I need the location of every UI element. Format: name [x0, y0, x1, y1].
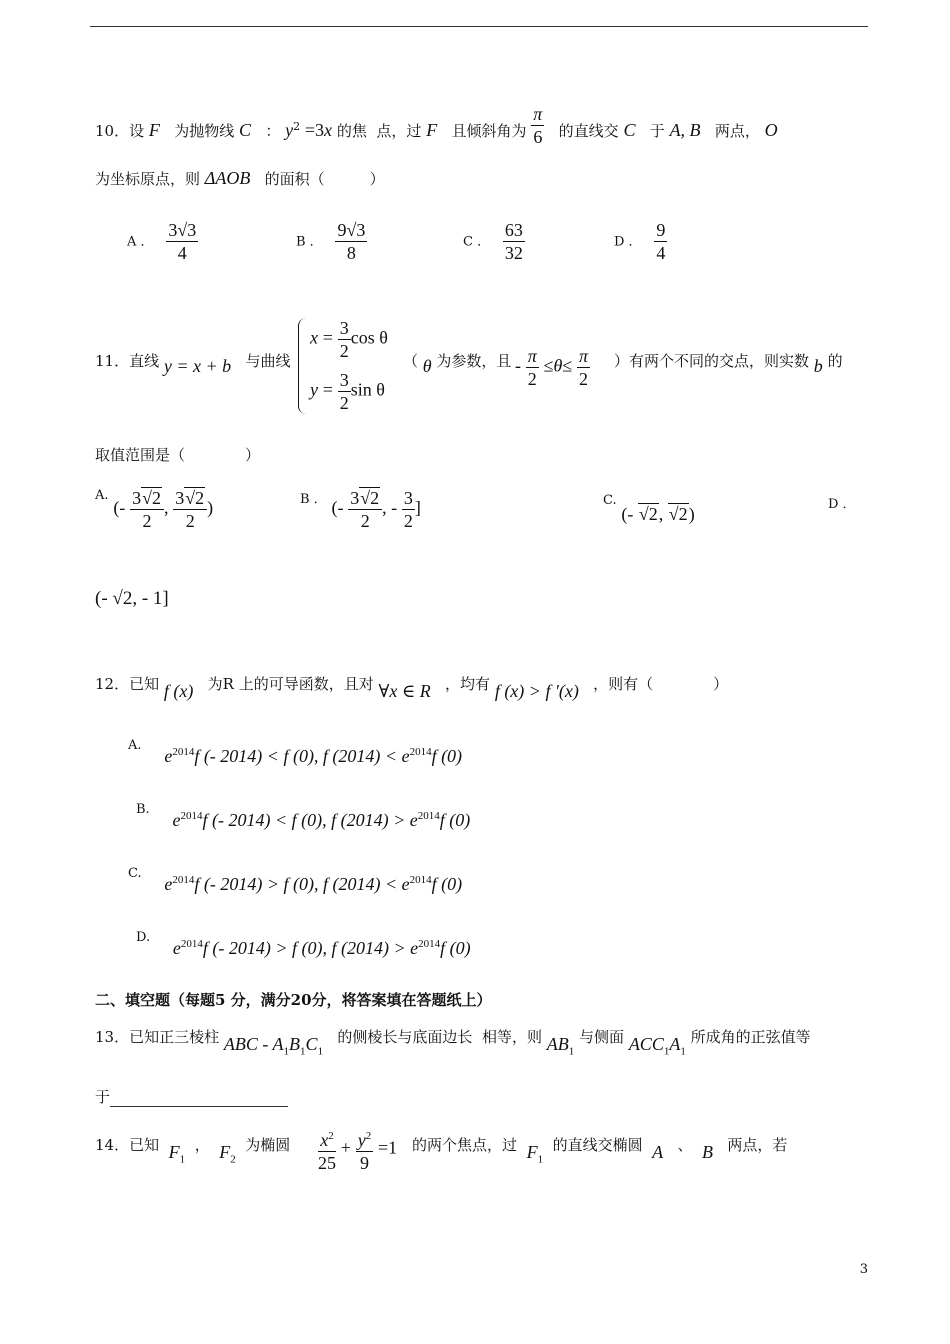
q12-option-c: C. $e^{2014}f$ (- 2014) > f (0), f $(2014) < e^{2014}f$ (0)	[128, 866, 463, 894]
q11-option-a: A. (- $\frac{3√2}{2}$ , $\frac{3√2}{2}$ )	[95, 488, 214, 531]
q10-option-d: D ． $\frac{9}{4}$	[614, 220, 666, 263]
q12-number: 12．已知	[95, 675, 160, 693]
header-rule	[90, 26, 868, 27]
question-11-line-2: 取值范围是（ ）	[95, 446, 261, 464]
question-11-line-1: 11．直线 y = x + b 与曲线	[95, 352, 291, 376]
q11-option-d-label: D ．	[828, 497, 856, 512]
ellipse-equation: $\frac{x^2}{25}$ + $\frac{y^2}{9}$ =1	[318, 1126, 397, 1173]
q12-option-d: D. $e^{2014}f$ (- 2014) > f (0), f $(2014) > e^{2014}f$ (0)	[136, 930, 471, 958]
question-13-line-1: 13．已知正三棱柱 ABC - $A_1B_1C_1$ 的侧棱长与底面边长 相等，则 $AB_1$ 与侧面 $ACC_1A_1$ 所成角的正弦值等	[95, 1028, 811, 1058]
question-10-line-1: 10．设 F 为抛物线 C ： $y^2 =3x$ 的焦 点，过 F 且倾斜角为 $\frac{\pi}{6}$ 的直线交 C 于 A, B 两点， O	[95, 103, 778, 147]
q11-option-b: B ． (- $\frac{3√2}{2}$ , - $\frac{3}{2}$ ]	[300, 488, 421, 531]
q11-option-d: (- √2, - 1]	[95, 588, 169, 609]
page-number: 3	[859, 1262, 868, 1277]
question-12-line-1: 12．已知 f (x) 为R 上的可导函数，且对 ∀x ∈ R ，均有 f (x) > f ′(x) ，则有（ ）	[95, 675, 729, 701]
q13-number: 13．已知正三棱柱	[95, 1028, 220, 1046]
theta-range: - $\frac{\pi}{2}$ ≤θ≤ $\frac{\pi}{2}$	[515, 346, 589, 389]
q10-number: 10．设	[95, 122, 145, 140]
param-eq-x: x = $\frac{3}{2}$ cos θ	[310, 318, 388, 361]
question-14-line-1: 14．已知 $F_1$ ， $F_2$ 为椭圆	[95, 1136, 291, 1166]
question-10-line-2: 为坐标原点，则 ΔAOB 的面积（ ）	[95, 168, 385, 188]
question-11-line-1c: ）有两个不同的交点，则实数 b 的	[614, 352, 843, 376]
question-13-line-2: 于	[95, 1087, 288, 1107]
section-2-heading: 二、填空题（每题5 分，满分20分，将答案填在答题纸上）	[95, 991, 492, 1009]
pi-over-6: $\frac{\pi}{6}$	[533, 103, 543, 147]
q14-number: 14．已知	[95, 1136, 160, 1154]
system-brace	[298, 318, 309, 414]
question-11-line-1b: （ θ 为参数，且	[403, 352, 512, 376]
param-eq-y: y = $\frac{3}{2}$ sin θ	[310, 370, 385, 413]
q11-number: 11．直线	[95, 352, 160, 370]
answer-blank[interactable]	[110, 1092, 288, 1107]
q12-option-b: B. $e^{2014}f$ (- 2014) < f (0), f $(2014) > e^{2014}f$ (0)	[136, 802, 471, 830]
q10-option-b: B ． $\frac{9√3}{8}$	[296, 220, 366, 263]
q12-option-a: A. $e^{2014}f$ (- 2014) < f (0), f $(2014) < e^{2014}f$ (0)	[128, 738, 463, 766]
question-14-line-1b: 的两个焦点，过 $F_1$ 的直线交椭圆 A 、 B 两点，若	[412, 1136, 788, 1166]
q10-option-c: C ． $\frac{63}{32}$	[463, 220, 523, 263]
q10-option-a: A ． $\frac{3√3}{4}$	[127, 220, 197, 263]
q11-option-c: C. (- √2, √2)	[603, 493, 695, 524]
